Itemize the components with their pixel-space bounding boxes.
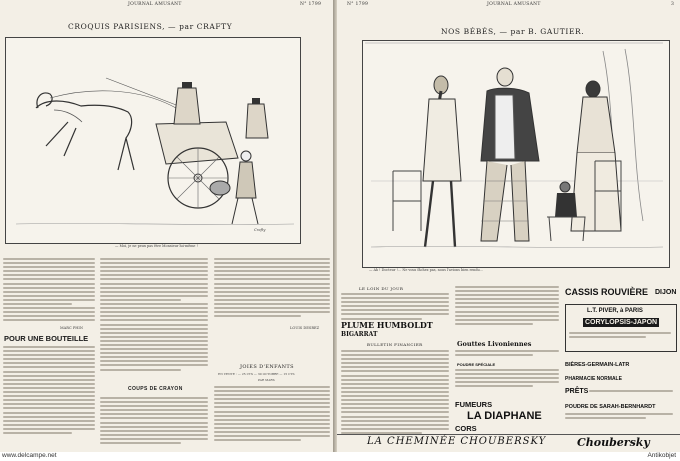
ad-plume-humboldt: PLUME HUMBOLDT xyxy=(341,320,433,330)
ad-sarah-text xyxy=(565,413,673,427)
ad-piver-text xyxy=(569,332,671,346)
ad-poudre-speciale: POUDRE SPÉCIALE xyxy=(457,362,496,367)
ad-dijon: DIJON xyxy=(655,289,677,296)
right-page-number: N° 1799 xyxy=(347,2,369,7)
nos-bebes-drawing xyxy=(363,41,669,267)
left-illustration-caption: — Moi, je ne peux pas être Monsieur lui-même ! xyxy=(115,244,198,248)
heading-coups-de-crayon: COUPS DE CRAYON xyxy=(128,386,183,392)
left-column-3 xyxy=(214,258,330,324)
right-column-1a xyxy=(341,293,449,323)
footer-left-watermark: www.delcampe.net xyxy=(2,452,57,459)
ad-bieres-germain: BIÈRES-GERMAIN-LATR xyxy=(565,362,630,368)
heading-bulletin-financier: BULLETIN FINANCIER xyxy=(367,342,423,347)
right-illustration xyxy=(362,40,670,268)
right-folio: 3 xyxy=(671,2,675,7)
ad-pharmacie-normale: PHARMACIE NORMALE xyxy=(565,376,622,382)
ad-gouttes-livoniennes: Gouttes Livoniennes xyxy=(457,340,532,348)
footer-right-watermark: Antikobjet xyxy=(647,452,676,459)
article1-signature: MARC PHIN xyxy=(60,326,83,330)
left-title: CROQUIS PARISIENS, — par CRAFTY xyxy=(68,22,233,31)
heading-pour-une-bouteille: POUR UNE BOUTEILLE xyxy=(4,334,89,343)
ad-corylopsis-japon: CORYLOPSIS-JAPON xyxy=(585,319,658,326)
ad-fumeurs: FUMEURS xyxy=(455,400,493,409)
middle-signature: LOUIS DESREZ xyxy=(290,326,320,330)
left-column-2 xyxy=(100,258,208,376)
left-column-2b xyxy=(100,397,208,450)
ad-prets-text xyxy=(589,390,673,398)
ad-cassis-rouviere: CASSIS ROUVIÈRE xyxy=(565,287,649,297)
right-title: NOS BÉBÉS, — par B. GAUTIER. xyxy=(441,27,585,36)
right-page xyxy=(337,0,680,452)
right-column-1b xyxy=(341,350,449,450)
right-column-2c xyxy=(455,369,559,399)
ad-choubersky: Choubersky xyxy=(577,436,650,449)
ad-la-diaphane: LA DIAPHANE xyxy=(467,410,542,422)
left-column-3b xyxy=(214,386,330,450)
joies-subtitle: EN VENTE : — 25 CTS — 30 OCTOBRE — 15 CTS xyxy=(218,372,295,376)
ad-cors: CORS xyxy=(455,424,477,433)
right-column-2a xyxy=(455,286,559,326)
artist-signature: Crafty xyxy=(254,228,266,232)
horse-carriage-drawing xyxy=(6,38,300,243)
ad-prets: PRÊTS xyxy=(565,388,589,395)
joies-subtitle-2: PAR MARS xyxy=(258,378,275,382)
left-illustration xyxy=(5,37,301,244)
left-page xyxy=(0,0,333,452)
left-column-1b xyxy=(3,346,95,450)
bottom-rule xyxy=(337,434,680,435)
joies-denfants-title: JOIES D'ENFANTS xyxy=(240,364,294,370)
right-running-head: JOURNAL AMUSANT xyxy=(487,2,541,7)
heading-loin-du-jour: LE LOIN DU JOUR xyxy=(359,286,404,291)
right-illustration-caption: — Ah ! Docteur !… Ne vous fâchez pas, nous l'avions bien rendu… xyxy=(369,268,484,272)
ad-piver: L.T. PIVER, à PARIS xyxy=(587,308,643,314)
watermark-footer xyxy=(0,452,680,461)
ad-la-cheminee-choubersky: LA CHEMINÉE CHOUBERSKY xyxy=(367,436,547,447)
ad-poudre-sarah: POUDRE DE SARAH-BERNHARDT xyxy=(565,404,656,410)
ad-bigarrat: BIGARRAT xyxy=(341,331,378,338)
left-page-number: N° 1799 xyxy=(300,2,322,7)
left-running-head: JOURNAL AMUSANT xyxy=(128,2,182,7)
right-column-2b xyxy=(455,350,559,362)
